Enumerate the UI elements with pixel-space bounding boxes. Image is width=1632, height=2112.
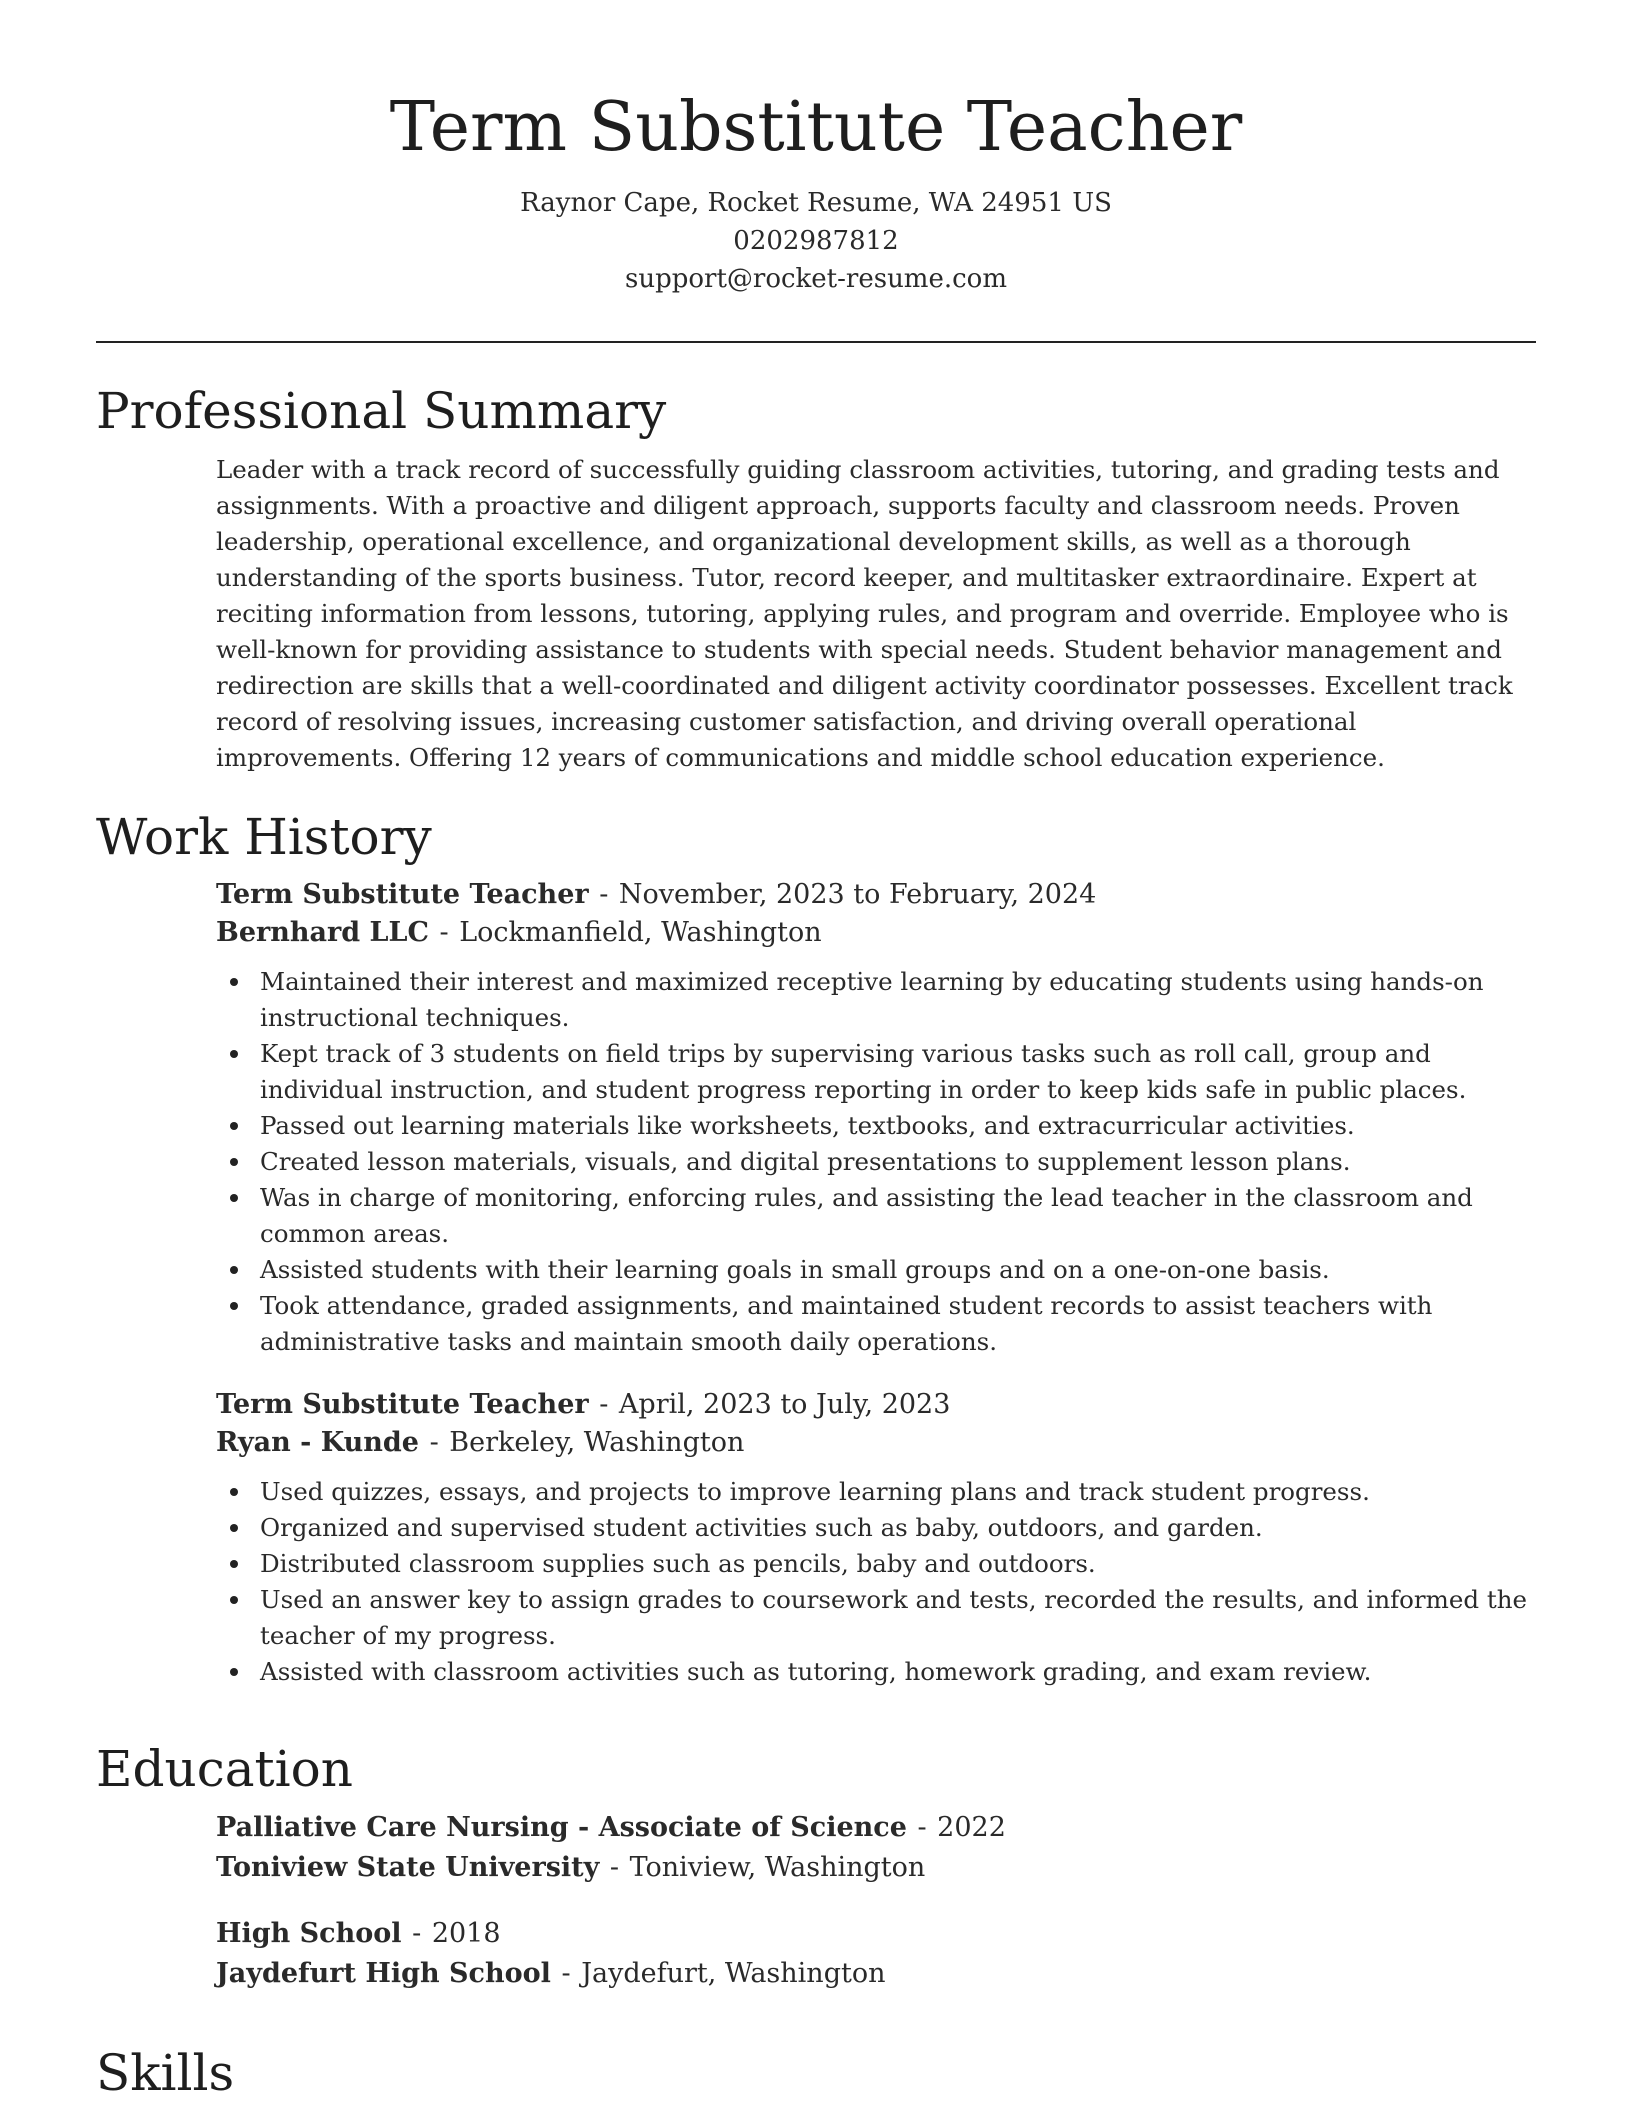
education-degree-line bbox=[216, 1808, 1536, 1848]
job-bullet: Maintained their interest and maximized receptive learning by educating students using hands-on instructional techniques. bbox=[260, 964, 1536, 1036]
education-school-line bbox=[216, 1954, 1536, 1994]
contact-address: Raynor Cape, Rocket Resume, WA 24951 US bbox=[520, 188, 1112, 218]
job-title-line bbox=[216, 876, 1536, 914]
job-dates: November, 2023 to February, 2024 bbox=[618, 879, 1097, 910]
education-location: Toniview, Washington bbox=[629, 1852, 926, 1883]
summary-body bbox=[216, 452, 1536, 776]
job-company: Ryan - Kunde bbox=[216, 1427, 419, 1458]
contact-email: support@rocket-resume.com bbox=[624, 264, 1007, 294]
separator: - bbox=[601, 1852, 628, 1883]
education-year: 2022 bbox=[937, 1812, 1006, 1843]
separator: - bbox=[908, 1812, 936, 1843]
education-entry bbox=[216, 1914, 1536, 1994]
job-dates: April, 2023 to July, 2023 bbox=[618, 1389, 951, 1420]
skills-section bbox=[96, 2040, 1536, 2106]
job-bullet: Took attendance, graded assignments, and maintained student records to assist teachers with administrative tasks and maintain smooth daily operations. bbox=[260, 1288, 1536, 1360]
education-degree-line bbox=[216, 1914, 1536, 1954]
job-company-line bbox=[216, 914, 1536, 952]
job-bullet: Kept track of 3 students on field trips by supervising various tasks such as roll call, group and individual instruction, and student progress reporting in order to keep kids safe in public places. bbox=[260, 1036, 1536, 1108]
job-bullet: Used quizzes, essays, and projects to improve learning plans and track student progress. bbox=[260, 1474, 1536, 1510]
education-heading: Education bbox=[96, 1740, 353, 1798]
education-school-line bbox=[216, 1848, 1536, 1888]
resume-title: Term Substitute Teacher bbox=[389, 88, 1243, 167]
job-bullet: Organized and supervised student activities such as baby, outdoors, and garden. bbox=[260, 1510, 1536, 1546]
education-year: 2018 bbox=[431, 1918, 501, 1949]
resume-header bbox=[96, 80, 1536, 298]
education-body bbox=[216, 1808, 1536, 1994]
education-degree: Palliative Care Nursing - Associate of Science bbox=[216, 1812, 907, 1843]
summary-heading: Professional Summary bbox=[96, 382, 667, 440]
work-history-heading: Work History bbox=[96, 808, 432, 866]
separator: - bbox=[420, 1427, 448, 1458]
job-bullet-list bbox=[216, 964, 1536, 1360]
work-history-body bbox=[216, 876, 1536, 1690]
separator: - bbox=[430, 917, 458, 948]
job-location: Berkeley, Washington bbox=[449, 1427, 745, 1458]
job-company-line bbox=[216, 1424, 1536, 1462]
job-bullet: Created lesson materials, visuals, and digital presentations to supplement lesson plans. bbox=[260, 1144, 1536, 1180]
job-bullet: Assisted with classroom activities such as tutoring, homework grading, and exam review. bbox=[260, 1654, 1536, 1690]
education-school: Jaydefurt High School bbox=[216, 1958, 551, 1989]
job-title: Term Substitute Teacher bbox=[216, 1389, 589, 1420]
job-entry bbox=[216, 876, 1536, 1360]
job-title-line bbox=[216, 1386, 1536, 1424]
job-bullet: Distributed classroom supplies such as pencils, baby and outdoors. bbox=[260, 1546, 1536, 1582]
job-entry bbox=[216, 1386, 1536, 1690]
job-bullet: Was in charge of monitoring, enforcing rules, and assisting the lead teacher in the classroom and common areas. bbox=[260, 1180, 1536, 1252]
separator: - bbox=[590, 879, 617, 910]
header-divider bbox=[96, 341, 1536, 343]
job-bullet-list bbox=[216, 1474, 1536, 1690]
education-school: Toniview State University bbox=[216, 1852, 600, 1883]
job-company: Bernhard LLC bbox=[216, 917, 429, 948]
education-section bbox=[96, 1736, 1536, 1994]
job-location: Lockmanfield, Washington bbox=[459, 917, 822, 948]
education-location: Jaydefurt, Washington bbox=[581, 1958, 886, 1989]
job-bullet: Passed out learning materials like worksheets, textbooks, and extracurricular activities. bbox=[260, 1108, 1536, 1144]
education-entry bbox=[216, 1808, 1536, 1888]
job-bullet: Used an answer key to assign grades to coursework and tests, recorded the results, and informed the teacher of my progress. bbox=[260, 1582, 1536, 1654]
separator: - bbox=[552, 1958, 580, 1989]
summary-text: Leader with a track record of successfully guiding classroom activities, tutoring, and grading tests and assignments. With a proactive and diligent approach, supports faculty and classroom needs. Proven leadership, operational excellence, and organizational development skills, as well as a thorough understanding of the sports business. Tutor, record keeper, and multitasker extraordinaire. Expert at reciting information from lessons, tutoring, applying rules, and program and override. Employee who is well-known for providing assistance to students with special needs. Student behavior management and redirection are skills that a well-coordinated and diligent activity coordinator possesses. Excellent track record of resolving issues, increasing customer satisfaction, and driving overall operational improvements. Offering 12 years of communications and middle school education experience. bbox=[216, 455, 1513, 772]
education-degree: High School bbox=[216, 1918, 402, 1949]
job-title: Term Substitute Teacher bbox=[216, 879, 589, 910]
work-history-section bbox=[96, 804, 1536, 1690]
separator: - bbox=[590, 1389, 617, 1420]
job-bullet: Assisted students with their learning goals in small groups and on a one-on-one basis. bbox=[260, 1252, 1536, 1288]
summary-section bbox=[96, 378, 1536, 776]
separator: - bbox=[403, 1918, 430, 1949]
skills-heading: Skills bbox=[96, 2044, 235, 2102]
contact-phone: 0202987812 bbox=[733, 226, 899, 256]
